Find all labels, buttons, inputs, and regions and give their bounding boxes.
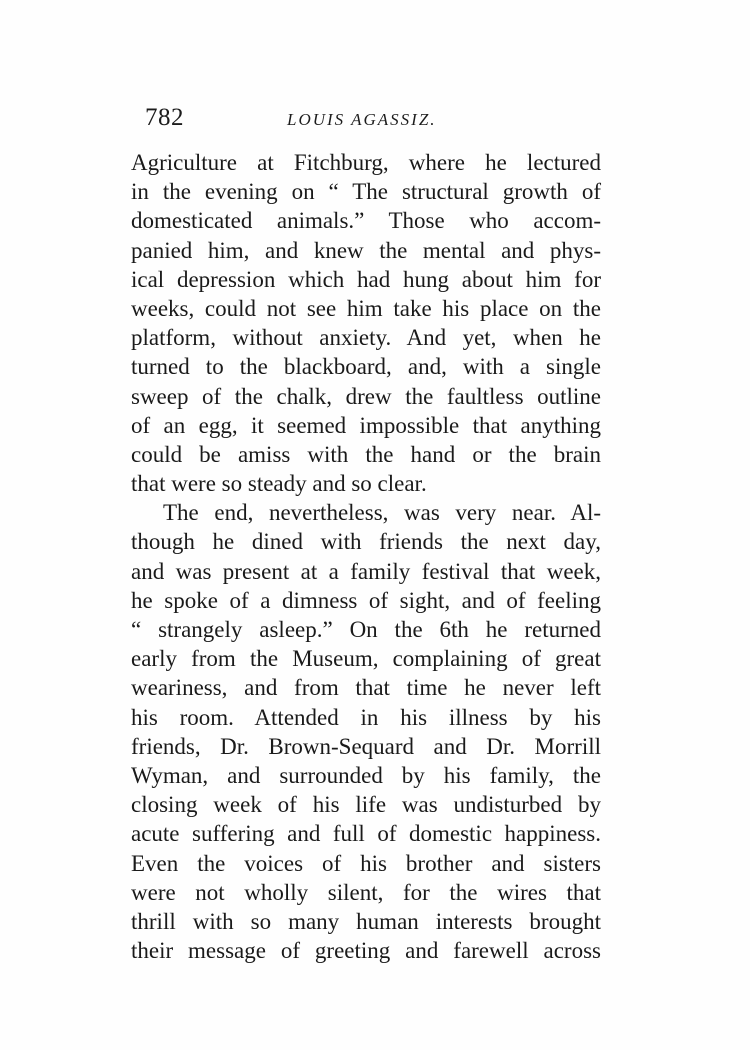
text-line: and was present at a family festival that week, [131,558,601,584]
text-line: though he dined with friends the next day, [131,529,601,555]
text-line: platform, without anxiety. And yet, when he [131,325,601,351]
text-line: their message of greeting and farewell across [131,938,601,964]
text-line: sweep of the chalk, drew the faultless outline [131,383,601,409]
text-line: domesticated animals.” Those who accom- [131,208,601,234]
page-header [145,104,605,140]
text-line: his room. Attended in his illness by his [131,704,601,730]
text-line: he spoke of a dimness of sight, and of feeling [131,587,601,613]
body-text [131,148,601,965]
text-line: acute suffering and full of domestic happiness. [131,821,601,847]
text-line: The end, nevertheless, was very near. Al- [163,500,601,526]
text-line: friends, Dr. Brown-Sequard and Dr. Morrill [131,733,601,759]
text-line: early from the Museum, complaining of great [131,646,601,672]
text-line: Wyman, and surrounded by his family, the [131,762,601,788]
text-line: that were so steady and so clear. [131,471,427,497]
text-line: “ strangely asleep.” On the 6th he returned [131,617,601,642]
text-line: panied him, and knew the mental and phys- [131,237,601,263]
text-line: in the evening on “ The structural growth of [131,179,601,205]
text-line: were not wholly silent, for the wires that [131,879,601,905]
text-line: weariness, and from that time he never left [131,675,601,701]
paragraph-1 [131,148,601,498]
text-line: ical depression which had hung about him for [131,266,601,292]
text-line: thrill with so many human interests brought [131,908,601,934]
paragraph-2 [131,498,601,965]
text-line: Even the voices of his brother and sisters [131,850,601,876]
text-line: turned to the blackboard, and, with a single [131,354,601,380]
text-line: weeks, could not see him take his place on the [131,295,601,321]
page-number: 782 [145,104,184,131]
running-head: LOUIS AGASSIZ. [287,110,437,129]
text-line: could be amiss with the hand or the brain [131,441,601,467]
text-line: Agriculture at Fitchburg, where he lectured [131,150,601,175]
text-line: closing week of his life was undisturbed by [131,792,601,818]
text-line: of an egg, it seemed impossible that anything [131,412,601,438]
